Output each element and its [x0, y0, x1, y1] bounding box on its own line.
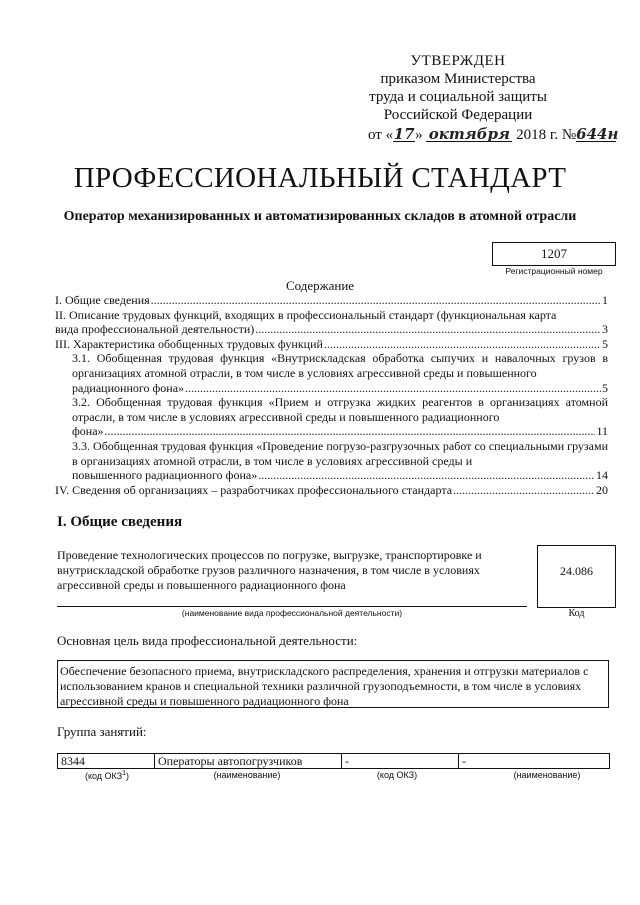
section-title: I. Общие сведения [57, 514, 183, 530]
table-of-contents [55, 293, 608, 497]
order-day: 17 [393, 125, 415, 143]
table-row [58, 754, 610, 769]
order-year: 2018 г. № [516, 127, 577, 143]
goal-label: Основная цель вида профессиональной деятельности: [57, 633, 358, 648]
code-caption: Код [568, 608, 585, 619]
activity-code: 24.086 [537, 545, 616, 608]
toc-item-page: 3 [602, 322, 608, 337]
order-date-line [368, 127, 638, 144]
approval-line-3: Российской Федерации [383, 107, 533, 123]
approval-heading: УТВЕРЖДЕН [410, 53, 506, 69]
approval-block [348, 52, 568, 124]
goal-text: Обеспечение безопасного приема, внутрискладского распределения, хранения и отгрузки материалов с использованием кранов и специальной техники различной грузоподъемности, в том числе в условиях агрессивной среды и повышенного радиационного фона [57, 660, 609, 708]
registration-number: 1207 [492, 242, 616, 266]
approval-line-1: приказом Министерства [380, 71, 536, 87]
toc-item-page: 11 [596, 424, 608, 439]
document-title: ПРОФЕССИОНАЛЬНЫЙ СТАНДАРТ [73, 162, 567, 194]
toc-item-text: II. Описание трудовых функций, входящих в профессиональный стандарт (функциональная карта [55, 307, 557, 322]
activity-name: Проведение технологических процессов по погрузке, выгрузке, транспортировке и внутрискладской обработке грузов различного назначения, в том числе в условиях агрессивной среды и повышенного радиационного фона [57, 548, 482, 592]
order-quote-close: » [415, 127, 423, 143]
toc-item-text: 3.2. Обобщенная трудовая функция «Прием и отгрузка жидких реагентов в организациях атомной отрасли, в том числе в условиях агрессивной среды и повышенного радиационного [72, 395, 608, 424]
toc-item-page: 1 [602, 293, 608, 307]
activity-underline [57, 606, 527, 607]
toc-item[interactable] [55, 439, 608, 483]
approval-line-2: труда и социальной защиты [369, 89, 547, 105]
toc-item-page: 5 [602, 380, 608, 395]
toc-item-page: 14 [596, 468, 608, 483]
toc-item[interactable] [55, 337, 608, 352]
document-subtitle: Оператор механизированных и автоматизированных складов в атомной отрасли [63, 209, 577, 224]
okz-name-cell: Операторы автопогрузчиков [155, 754, 342, 769]
toc-item[interactable] [55, 483, 608, 498]
toc-item-page: 20 [596, 482, 608, 497]
toc-item-text: III. Характеристика обобщенных трудовых функций [55, 336, 323, 351]
toc-item[interactable] [55, 351, 608, 395]
name-caption-2: (наименование) [513, 770, 581, 780]
toc-item-text-end: радиационного фона» [72, 380, 185, 395]
okz-code-caption-2: (код ОКЗ) [376, 770, 418, 780]
order-number: 644н [576, 125, 619, 143]
toc-item-text-end: вида профессиональной деятельности) [55, 322, 255, 337]
activity-caption: (наименование вида профессиональной деятельности) [181, 608, 403, 618]
toc-item[interactable] [55, 308, 608, 337]
name-caption: (наименование) [213, 770, 281, 780]
okz-code-cell: - [342, 754, 459, 769]
toc-item-text: 3.3. Обобщенная трудовая функция «Проведение погрузо-разгрузочных работ со специальными грузами в организациях атомной отрасли, в том числе в условиях агрессивной среды и [72, 438, 608, 468]
okz-code-cell: 8344 [58, 754, 155, 769]
registration-label: Регистрационный номер [505, 266, 603, 276]
toc-item[interactable] [55, 293, 608, 308]
toc-item-page: 5 [602, 336, 608, 351]
toc-item-text-end: повышенного радиационного фона» [72, 468, 258, 483]
toc-item-text: IV. Сведения об организациях – разработчиках профессионального стандарта [55, 482, 453, 497]
order-month: октября [426, 127, 512, 142]
okz-name-cell: - [459, 754, 610, 769]
toc-heading: Содержание [285, 278, 355, 293]
group-label: Группа занятий: [57, 724, 147, 739]
toc-item[interactable] [55, 395, 608, 439]
occupations-table [57, 753, 610, 769]
okz-code-caption: (код ОКЗ$^1$) [84, 770, 130, 781]
toc-item-text-end: фона» [72, 424, 104, 439]
order-from: от « [368, 127, 394, 143]
toc-item-text: 3.1. Обобщенная трудовая функция «Внутрискладская обработка сыпучих и навалочных грузов в организациях атомной отрасли, в том числе в условиях агрессивной среды и повышенного [72, 351, 608, 380]
toc-item-text: I. Общие сведения [55, 293, 150, 307]
